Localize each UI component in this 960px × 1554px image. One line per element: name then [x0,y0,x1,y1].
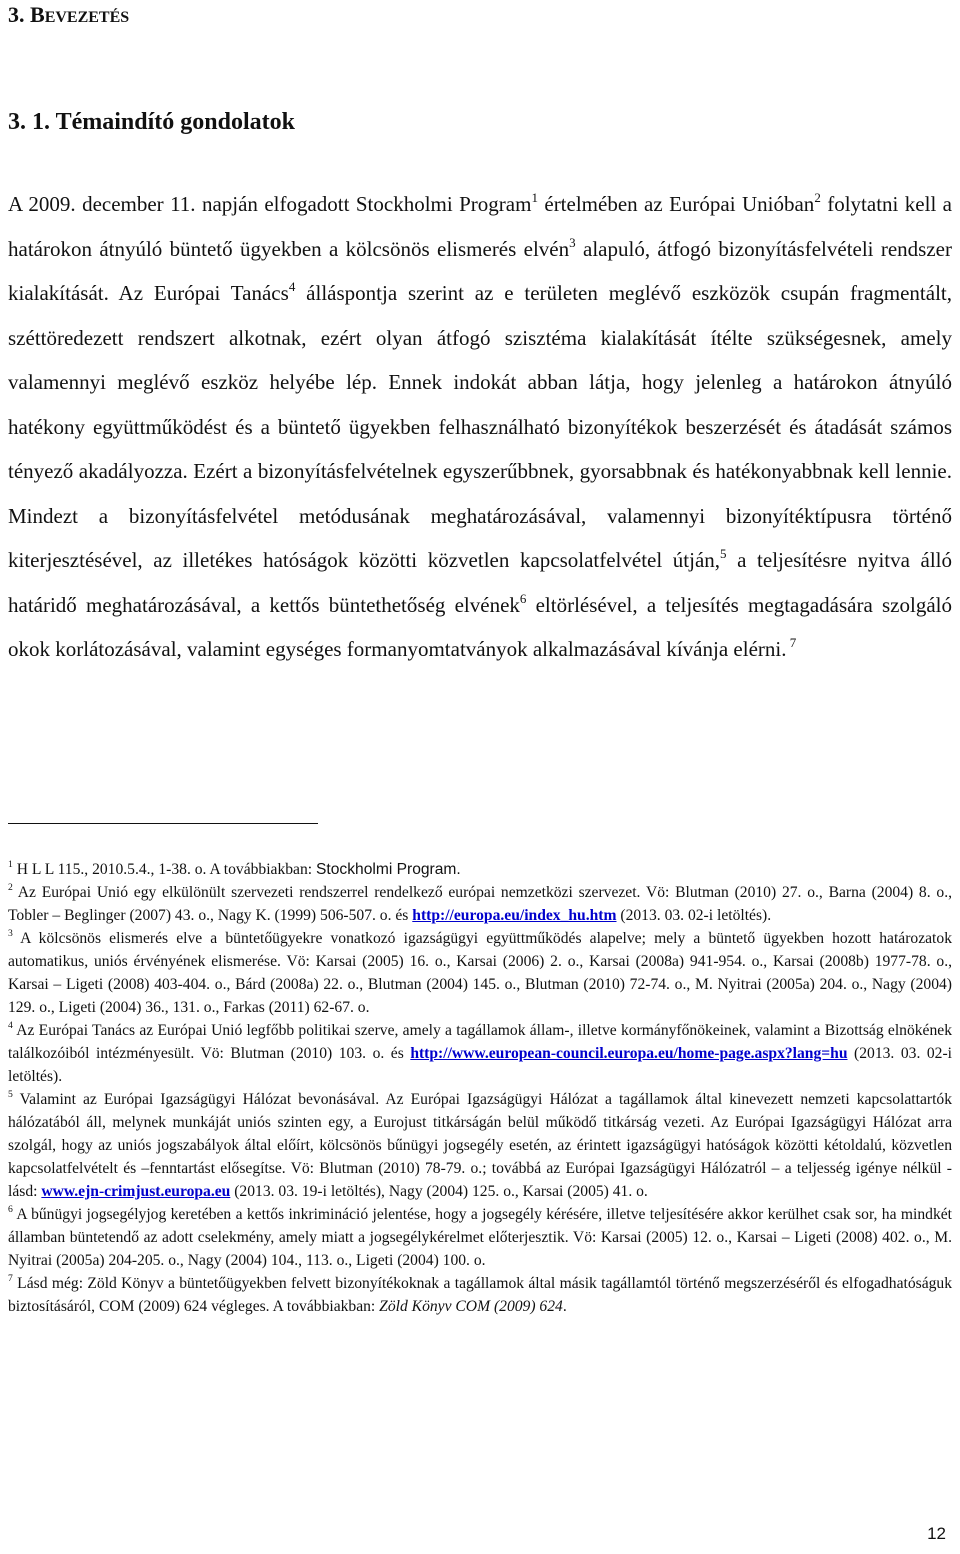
ejn-link[interactable]: www.ejn-crimjust.europa.eu [41,1183,231,1200]
footnotes [8,858,952,1318]
page-number: 12 [927,1524,946,1543]
section-heading: 3. 1. Témaindító gondolatok [8,109,295,135]
body-paragraph: A 2009. december 11. napján elfogadott Stockholmi Program$^1$ értelmében az Európai Unióban$^2$ folytatni kell a határokon átnyúló büntető ügyekben a kölcsönös elismerés elvén$^3$ alapuló, átfogó bizonyításfelvételi rendszer kialakítását. Az Európai Tanács$^4$ álláspontja szerint az e területen meglévő eszközök csupán fragmentált, széttöredezett rendszert alkotnak, ezért olyan átfogó szisztéma kialakítását ítélte szükségesnek, amely valamennyi meglévő eszköz helyébe lép. Ennek indokát abban látja, hogy jelenleg a határokon átnyúló hatékony együttműködést és a büntető ügyekben felhasználható bizonyítékok beszerzését és átadását számos tényező akadályozza. Ezért a bizonyításfelvételnek egyszerűbbnek, gyorsabbnak és hatékonyabbnak kell lennie. Mindezt a bizonyításfelvétel metódusának meghatározásával, valamennyi bizonyítéktípusra történő kiterjesztésével, az illetékes hatóságok közötti közvetlen kapcsolatfelvétel útján,$^5$ a teljesítésre nyitva álló határidő meghatározásával, a kettős büntethetőség elvének$^6$ eltörlésével, a teljesítés megtagadására szolgáló okok korlátozásával, valamint egységes formanyomtatványok alkalmazásával kívánja elérni. $^7$ [8,189,953,661]
footnote-ref[interactable]: 2 [814,189,821,205]
footnote-5: $^5$ Valamint az Európai Igazságügyi Hálózat bevonásával. Az Európai Igazságügyi Hálózat a tagállamok által kinevezett nemzeti kapcsolattartók hálózatából áll, melynek munkáját uniós szinten egy, a Eurojust titkárságán belül működő titkárság vezeti. Az Európai Igazságügyi Hálózat arra szolgál, hogy az uniós jogszabályok által előírt, kölcsönös bűnügyi jogsegély esetén, az érintett igazságügyi hatóságok közötti kétoldalú, közvetlen kapcsolatfelvételt és –fenntartást elősegítse. Vö: Blutman (2010) 78-79. o.; továbbá az Európai Igazságügyi Hálózatról – a teljesség igénye nélkül - lásd: www.ejn-crimjust.europa.eu (2013. 03. 19-i letöltés), Nagy (2004) 125. o., Karsai (2005) 41. o. [8,1089,952,1200]
european-council-link[interactable]: http://www.european-council.europa.eu/home-page.aspx?lang=hu [410,1045,848,1062]
footnote-6: $^6$ A bűnügyi jogsegélyjog keretében a kettős inkrimináció jelentése, hogy a jogsegély kérésére, illetve teljesítésére akkor kerülhet csak sor, ha mindkét államban büntetendő az adott cselekmény, amely miatt a jogsegélykérelmet előterjesztik. Vö: Karsai (2005) 12. o., Karsai – Ligeti (2008) 402. o., M. Nyitrai (2005a) 204-205. o., Nagy (2004) 104., 113. o., Ligeti (2004) 100. o. [8,1204,952,1269]
europa-link[interactable]: http://europa.eu/index_hu.htm [412,907,617,924]
footnote-separator [8,823,318,824]
chapter-heading: 3. BEVEZETÉS [8,2,130,27]
footnote-2: $^2$ Az Európai Unió egy elkülönült szervezeti rendszerrel rendelkező európai nemzetközi szervezet. Vö: Blutman (2010) 27. o., Barna (2004) 8. o., Tobler – Beglinger (2007) 43. o., Nagy K. (1999) 506-507. o. és http://europa.eu/index_hu.htm (2013. 03. 02-i letöltés). [8,882,952,924]
footnote-ref[interactable]: 3 [569,234,576,250]
footnote-4: $^4$ Az Európai Tanács az Európai Unió legfőbb politikai szerve, amely a tagállamok állam-, illetve kormányfőnökeinek, valamint a Bizottság elnökének találkozóiból intézményesült. Vö: Blutman (2010) 103. o. és http://www.european-council.europa.eu/home-page.aspx?lang=hu (2013. 03. 02-i letöltés). [8,1020,952,1085]
footnote-ref[interactable]: 5 [720,545,727,561]
footnote-1: $^1$ H L L 115., 2010.5.4., 1-38. o. A továbbiakban: Stockholmi Program. [8,859,461,878]
footnote-3: $^3$ A kölcsönös elismerés elve a büntetőügyekre vonatkozó igazságügyi együttműködés alapelve; mely a büntető ügyekben hozott határozatok automatikus, uniós érvényének elismerése. Vö: Karsai (2005) 16. o., Karsai (2006) 2. o., Karsai (2008a) 941-954. o., Karsai (2008b) 1977-78. o., Karsai – Ligeti (2008) 403-404. o., Bárd (2008a) 22. o., Blutman (2004) 145. o., Blutman (2010) 72-74. o., M. Nyitrai (2005a) 204. o., Nagy (2004) 129. o., Ligeti (2004) 36., 131. o., Farkas (2011) 62-67. o. [8,928,952,1016]
footnote-ref[interactable]: 6 [519,590,527,606]
footnote-7: $^7$ Lásd még: Zöld Könyv a büntetőügyekben felvett bizonyítékoknak a tagállamok által másik tagállamtól történő megszerzéséről és elfogadhatóságuk biztosításáról, COM (2009) 624 végleges. A továbbiakban: Zöld Könyv COM (2009) 624. [8,1273,952,1315]
footnote-ref[interactable]: 4 [288,278,296,294]
footnote-ref[interactable]: 7 [786,634,797,650]
footnote-ref[interactable]: 1 [531,189,538,205]
